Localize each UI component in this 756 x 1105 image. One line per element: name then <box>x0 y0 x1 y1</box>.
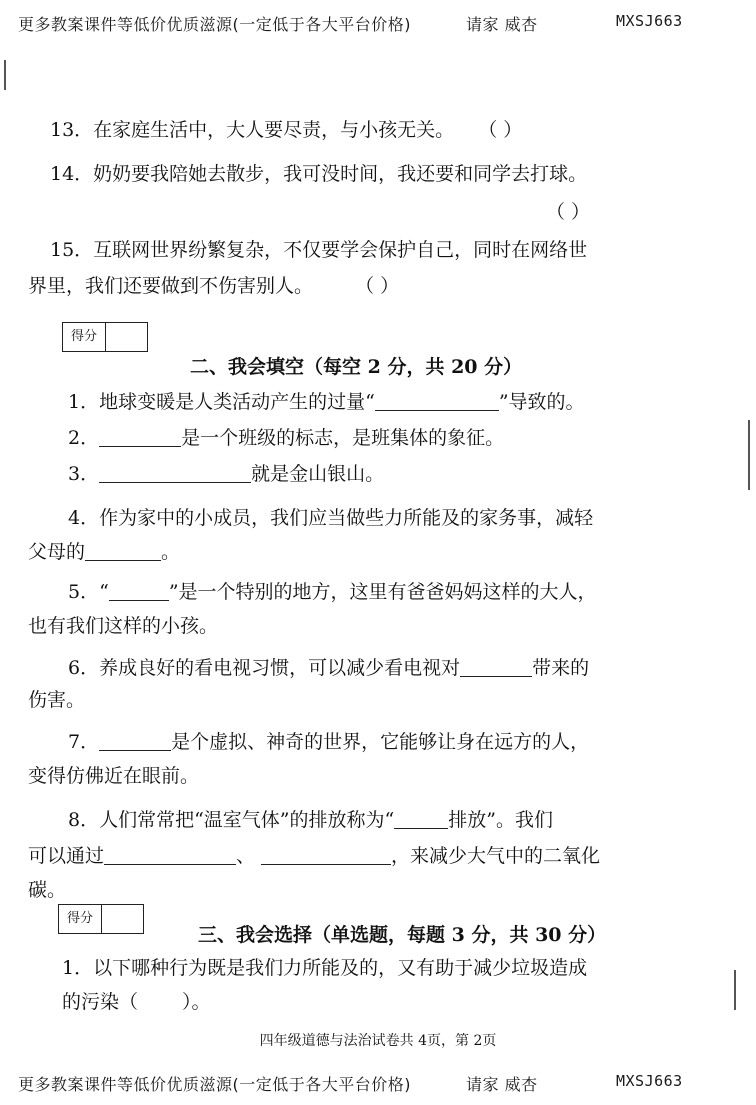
fill-item-5 <box>68 578 597 606</box>
header-source-text: 更多教案课件等低价优质滋源(一定低于各大平台价格) <box>18 15 411 34</box>
answer-blank <box>460 656 532 677</box>
fill-item-7-line2: 变得仿佛近在眼前。 <box>28 765 200 787</box>
answer-paren: （ ） <box>478 119 523 141</box>
answer-blank <box>261 844 391 865</box>
answer-blank <box>394 808 448 829</box>
fill-item-1-text: 1．地球变暖是人类活动产生的过量“ <box>68 391 375 413</box>
question-14-paren: （ ） <box>546 201 591 223</box>
answer-blank <box>109 580 169 601</box>
question-13-text: 13．在家庭生活中，大人要尽责，与小孩无关。 <box>50 119 455 141</box>
fill-item-8-suffix: 排放”。我们 <box>448 809 553 831</box>
fill-item-4-text: 父母的 <box>28 541 86 563</box>
question-15-text: 界里，我们还要做到不伤害别人。 <box>28 275 314 297</box>
fill-item-5-num: 5．“ <box>68 581 109 603</box>
fill-item-8-line2-text: 可以通过 <box>28 845 105 867</box>
question-13 <box>50 116 522 144</box>
fill-item-6 <box>68 654 589 682</box>
page-footer: 四年级道德与法治试卷共 4页，第 2页 <box>259 1033 497 1049</box>
fill-item-5-line2: 也有我们这样的小孩。 <box>28 615 219 637</box>
choice-question-1-line2 <box>62 988 211 1016</box>
score-box <box>58 904 144 934</box>
header-code: MXSJ663 <box>616 12 683 30</box>
answer-blank <box>85 540 161 561</box>
choice-question-1-line1: 1．以下哪种行为既是我们力所能及的，又有助于减少垃圾造成 <box>62 957 588 979</box>
score-label: 得分 <box>63 323 106 351</box>
fill-item-2-num: 2． <box>68 427 100 449</box>
section-2-title: 二、我会填空（每空 2 分，共 20 分） <box>190 356 523 378</box>
question-14-text: 14．奶奶要我陪她去散步，我可没时间，我还要和同学去打球。 <box>50 163 588 185</box>
fill-item-2-text: 是一个班级的标志，是班集体的象征。 <box>181 427 505 449</box>
scan-edge-mark <box>748 420 750 490</box>
fill-item-1-suffix: ”导致的。 <box>498 391 585 413</box>
bottom-source-text: 更多教案课件等低价优质滋源(一定低于各大平台价格) <box>18 1075 411 1094</box>
fill-item-7 <box>68 728 589 756</box>
bottom-code: MXSJ663 <box>616 1072 683 1090</box>
fill-item-6-text: 6．养成良好的看电视习惯，可以减少看电视对 <box>68 657 461 679</box>
question-14 <box>50 160 587 188</box>
answer-paren: （ ） <box>355 275 400 297</box>
fill-item-8 <box>68 806 553 834</box>
answer-blank <box>99 462 251 483</box>
fill-item-2 <box>68 424 504 452</box>
fill-item-8-text: 8．人们常常把“温室气体”的排放称为“ <box>68 809 395 831</box>
fill-item-7-text: 是个虚拟、神奇的世界，它能够让身在远方的人， <box>171 731 590 753</box>
choice-question-1-text: 的污染（ <box>62 991 139 1013</box>
answer-blank <box>104 844 236 865</box>
fill-item-4-suffix: 。 <box>161 541 181 563</box>
header-thanks-text: 请家 威杏 <box>466 15 538 34</box>
fill-item-8-line2-suffix: ，来减少大气中的二氧化 <box>391 845 601 867</box>
fill-item-5-text: ”是一个特别的地方，这里有爸爸妈妈这样的大人， <box>168 581 597 603</box>
score-label: 得分 <box>59 905 102 933</box>
fill-item-8-line3: 碳。 <box>28 879 67 901</box>
fill-item-1 <box>68 388 585 416</box>
bottom-thanks-text: 请家 威杏 <box>466 1075 538 1094</box>
answer-blank <box>375 390 499 411</box>
question-15-line1: 15．互联网世界纷繁复杂，不仅要学会保护自己，同时在网络世 <box>50 239 588 261</box>
scan-edge-mark <box>4 60 6 90</box>
fill-item-3-num: 3． <box>68 463 100 485</box>
fill-item-8-separator: 、 <box>236 845 256 867</box>
fill-item-8-line2 <box>28 842 600 870</box>
answer-blank <box>99 730 171 751</box>
question-15-line2 <box>28 272 399 300</box>
fill-item-7-num: 7． <box>68 731 100 753</box>
fill-item-4-line2 <box>28 538 180 566</box>
page-bottom-banner <box>18 1072 738 1098</box>
choice-question-1-suffix: ）。 <box>182 991 211 1013</box>
fill-item-3 <box>68 460 384 488</box>
fill-item-6-line2: 伤害。 <box>28 689 86 711</box>
fill-item-4-line1: 4．作为家中的小成员，我们应当做些力所能及的家务事，减轻 <box>68 507 594 529</box>
fill-item-3-text: 就是金山银山。 <box>251 463 385 485</box>
section-3-title: 三、我会选择（单选题，每题 3 分，共 30 分） <box>198 924 607 946</box>
answer-blank <box>99 426 181 447</box>
page-header <box>18 12 738 38</box>
fill-item-6-suffix: 带来的 <box>532 657 590 679</box>
score-box <box>62 322 148 352</box>
scan-edge-mark <box>734 970 736 1010</box>
